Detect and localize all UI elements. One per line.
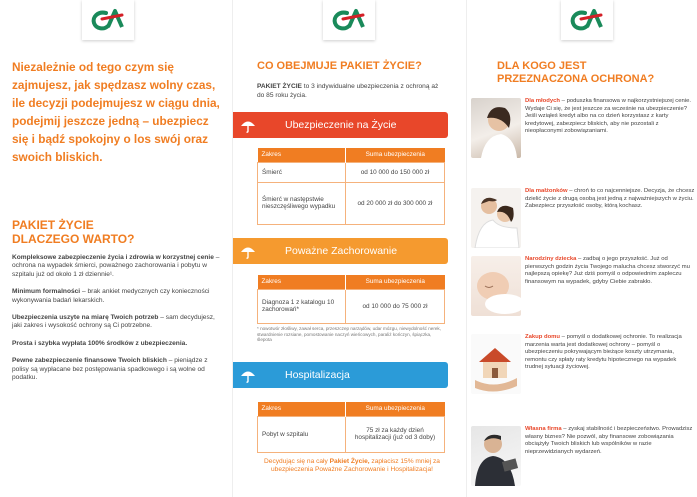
cell-sum: od 10 000 do 75 000 zł: [346, 289, 445, 323]
benefit-item: [12, 288, 222, 305]
audience-heading-line1: DLA KOGO JEST: [497, 60, 587, 72]
coverage-intro: [257, 82, 447, 100]
umbrella-hand-icon: [233, 238, 263, 264]
cell-scope: Diagnoza 1 z katalogu 10 zachorowań*: [258, 289, 346, 323]
cell-scope: Śmierć: [258, 162, 346, 182]
benefit-item: [12, 314, 222, 331]
intro-text: Niezależnie od tego czym się zajmujesz, jak spędzasz wolny czas, ile decyzji podejmujesz w ciągu dnia, podejmij jeszcze jedną – ubezpiecz się i bądź spokojny o los swój oraz swoich bliskich.: [12, 60, 220, 164]
cell-sum: od 10 000 do 150 000 zł: [346, 162, 445, 182]
table-row: [258, 162, 445, 182]
photo-house-in-hands: [471, 334, 521, 394]
bank-logo: [82, 0, 134, 40]
segment-text: [525, 256, 695, 286]
section-illness-band: [233, 238, 448, 264]
section-hospital-band: [233, 362, 448, 388]
section-illness-title: Poważne Zachorowanie: [285, 245, 398, 257]
cell-sum: od 20 000 zł do 300 000 zł: [346, 182, 445, 224]
benefit-text: – pieniądze z polisy są wypłacane bez postępowania spadkowego i są wolne od podatku.: [12, 357, 208, 382]
segment-text: [525, 98, 695, 136]
audience-heading: [497, 60, 654, 86]
ca-logo-icon: [329, 5, 369, 35]
benefit-title: Ubezpieczenia uszyte na miarę Twoich potrzeb: [12, 314, 159, 322]
segment-spouses: [467, 188, 697, 254]
illness-footnote: * nowotwór złośliwy, zawał serca, przeszczep narządów, udar mózgu, niewydolność nerek, stwardnienie rozsiane, pomostowanie naczyń wieńcowych, paraliż kończyn, śpiączka, ślepota: [257, 326, 442, 343]
col-sum: Suma ubezpieczenia: [346, 148, 445, 162]
section-hospital-title: Hospitalizacja: [285, 369, 350, 381]
bank-logo: [323, 0, 375, 40]
package-discount-note: [257, 458, 447, 474]
segment-newborn: [467, 256, 697, 328]
coverage-heading: CO OBEJMUJE PAKIET ŻYCIE?: [257, 60, 422, 72]
col-scope: Zakres: [258, 275, 346, 289]
segment-text: [525, 426, 695, 456]
segment-body: – zyskaj stabilność i bezpieczeństwo. Prowadzisz własny biznes? Nie pozwól, aby finansowe zobowiązania obciążyły Twoich bliskich lub wspólników w razie nieprzewidzianych wydarzeń.: [525, 426, 693, 455]
why-heading-line2: DLACZEGO WARTO?: [12, 232, 135, 246]
ca-logo-icon: [567, 5, 607, 35]
table-hospital: [257, 402, 445, 453]
why-heading: [12, 218, 220, 246]
segment-house: [467, 334, 697, 418]
segment-body: – pomyśl o dodatkowej ochronie. To realizacja marzenia warta jest dodatkowej ochrony – pomyśl o ubezpieczeniu pokrywającym bieżące koszty utrzymania, remontu czy spłaty raty kredytu hipotecznego na wypadek trudnej sytuacji życiowej.: [525, 334, 682, 371]
benefit-text: – ochrona na wypadek śmierci, poważnego zachorowania i pobytu w szpitalu już od około 1 zł dziennie¹.: [12, 254, 220, 278]
benefit-text: – sam decydujesz, jaki zakres i wysokość ochrony są Ci potrzebne.: [12, 314, 215, 330]
ca-logo-icon: [88, 5, 128, 35]
segment-body: – zadbaj o jego przyszłość. Już od pierwszych godzin życia Twojego malucha chcesz stworzyć mu najlepszą opiekę? Już dziś pomyśl o odpowiednim zapleczu finansowym na wypadek, gdyby Ciebie zabrakło.: [525, 256, 690, 285]
cell-sum: 75 zł za każdy dzień hospitalizacji (już od 3 doby): [346, 416, 445, 452]
segment-title: Zakup domu: [525, 334, 561, 340]
photo-sleeping-baby: [471, 256, 521, 316]
segment-title: Narodziny dziecka: [525, 256, 577, 262]
panel-left: [0, 0, 230, 497]
photo-businessman: [471, 426, 521, 486]
col-sum: Suma ubezpieczenia: [346, 402, 445, 416]
benefit-title: Minimum formalności: [12, 288, 81, 296]
table-life: [257, 148, 445, 225]
table-row: [258, 182, 445, 224]
cell-scope: Pobyt w szpitalu: [258, 416, 346, 452]
panel-middle: [232, 0, 464, 497]
bank-logo: [561, 0, 613, 40]
col-scope: Zakres: [258, 402, 346, 416]
section-life-title: Ubezpieczenie na Życie: [285, 119, 397, 131]
segment-title: Dla młodych: [525, 98, 561, 104]
audience-heading-line2: PRZEZNACZONA OCHRONA?: [497, 73, 655, 85]
segment-text: [525, 188, 695, 211]
segment-young: [467, 98, 697, 176]
benefit-text: – brak ankiet medycznych czy konieczności wykonywania badań lekarskich.: [12, 288, 210, 304]
benefit-item: [12, 254, 222, 279]
discount-rest: zapłacisz 15% mniej za ubezpieczenia Poważne Zachorowanie i Hospitalizacja!: [270, 458, 440, 474]
segment-title: Własna firma: [525, 426, 562, 432]
umbrella-hand-icon: [233, 362, 263, 388]
table-row: [258, 416, 445, 452]
benefit-title: Kompleksowe zabezpieczenie życia i zdrowia w korzystnej cenie: [12, 254, 214, 261]
table-row: [258, 289, 445, 323]
segment-title: Dla małżonków: [525, 188, 568, 194]
cell-scope: Śmierć w następstwie nieszczęśliwego wypadku: [258, 182, 346, 224]
coverage-intro-bold: PAKIET ŻYCIE: [257, 83, 302, 90]
table-illness: [257, 275, 445, 324]
photo-couple: [471, 188, 521, 248]
panel-right: [466, 0, 697, 497]
segment-body: – chroń to co najcenniejsze. Decyzja, że chcesz dzielić życie z drugą osobą jest jedną z najważniejszych w życiu. Zabezpiecz przyszłość osoby, którą kochasz.: [525, 188, 695, 210]
discount-pre: Decydując się na cały: [264, 458, 330, 465]
benefit-title: Pewne zabezpieczenie finansowe Twoich bliskich: [12, 357, 167, 365]
col-sum: Suma ubezpieczenia: [346, 275, 445, 289]
photo-young-woman-on-phone: [471, 98, 521, 158]
segment-body: – poduszka finansowa w najkorzystniejszej cenie. Wydaje Ci się, że jest jeszcze za wcześnie na ubezpieczenie? Jeśli wziąłeś kredyt albo na co dzień korzystasz z karty kredytowej, zabezpiecz bliskich, aby nie pozostali z nieopłaconymi zobowiązaniami.: [525, 98, 692, 135]
segment-text: [525, 334, 695, 372]
benefit-item: [12, 357, 222, 382]
benefit-title: Prosta i szybka wypłata 100% środków z ubezpieczenia.: [12, 339, 188, 347]
col-scope: Zakres: [258, 148, 346, 162]
benefits-list: [12, 254, 222, 391]
benefit-item: [12, 340, 222, 348]
why-heading-line1: PAKIET ŻYCIE: [12, 218, 94, 232]
coverage-intro-rest: to 3 indywidualne ubezpieczenia z ochroną aż do 85 roku życia.: [257, 83, 439, 99]
segment-business: [467, 426, 697, 496]
umbrella-hand-icon: [233, 112, 263, 138]
discount-bold: Pakiet Życie,: [329, 458, 370, 465]
section-life-band: [233, 112, 448, 138]
